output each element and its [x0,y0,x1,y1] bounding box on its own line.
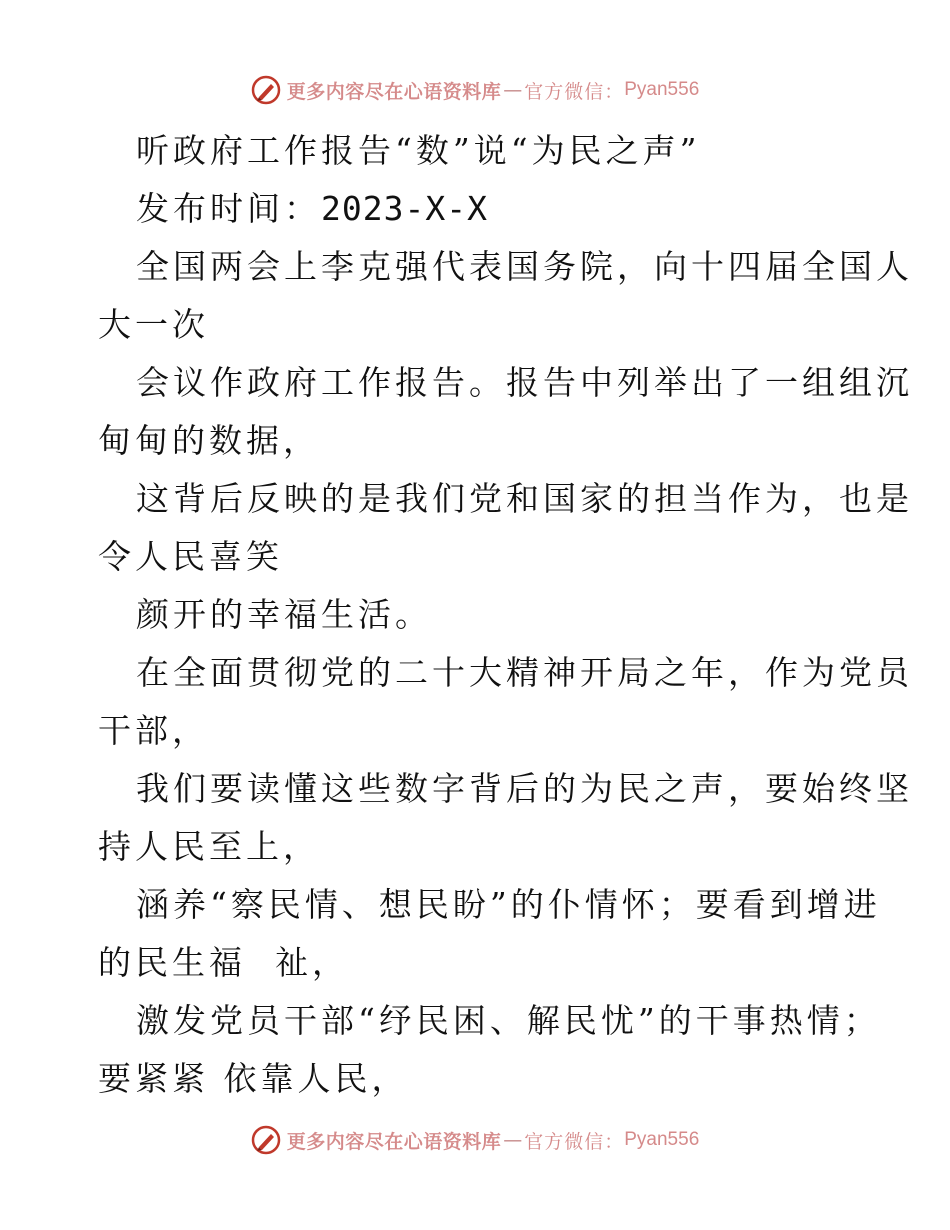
banner-separator: — [503,79,523,101]
footer-banner [0,1120,950,1160]
document-title: 听政府工作报告“数”说“为民之声” [136,131,701,170]
body-line: 激发党员干部“纾民困、解民忧”的干事热情； [136,1001,881,1040]
body-line: 这背后反映的是我们党和国家的担当作为，也是 [136,479,913,518]
banner-wechat-label: 官方微信： [524,1130,625,1153]
banner-wechat-label: 官方微信： [524,80,625,103]
body-line: 全国两会上李克强代表国务院，向十四届全国人 [136,247,913,286]
body-line: 涵养“察民情、想民盼”的仆情怀；要看到增进 [136,885,881,924]
banner-wechat-id: Pyan556 [624,79,700,100]
banner-wechat-id: Pyan556 [624,1129,700,1150]
banner-text: 更多内容尽在心语资料库 [286,80,502,103]
body-line: 的民生福 祉， [98,943,349,982]
banner-text: 更多内容尽在心语资料库 [286,1130,502,1153]
body-line: 持人民至上， [98,827,320,866]
pen-logo-icon [251,75,281,105]
body-line: 要紧紧 依靠人民， [98,1059,409,1098]
pen-logo-icon [251,1125,281,1155]
publish-time [98,180,858,238]
publish-date: 2023-X-X [321,189,488,228]
body-line: 甸甸的数据， [98,421,320,460]
body-line: 颜开的幸福生活。 [136,595,432,634]
body-line: 在全面贯彻党的二十大精神开局之年，作为党员 [136,653,913,692]
body-line: 会议作政府工作报告。报告中列举出了一组组沉 [136,363,913,402]
document-body [98,122,913,1108]
publish-label: 发布时间： [136,189,321,228]
body-line: 大一次 [98,305,209,344]
body-line: 干部， [98,711,209,750]
body-paragraphs [98,238,913,1108]
body-line: 令人民喜笑 [98,537,283,576]
header-banner [0,70,950,110]
banner-separator: — [503,1129,523,1151]
body-line: 我们要读懂这些数字背后的为民之声，要始终坚 [136,769,913,808]
